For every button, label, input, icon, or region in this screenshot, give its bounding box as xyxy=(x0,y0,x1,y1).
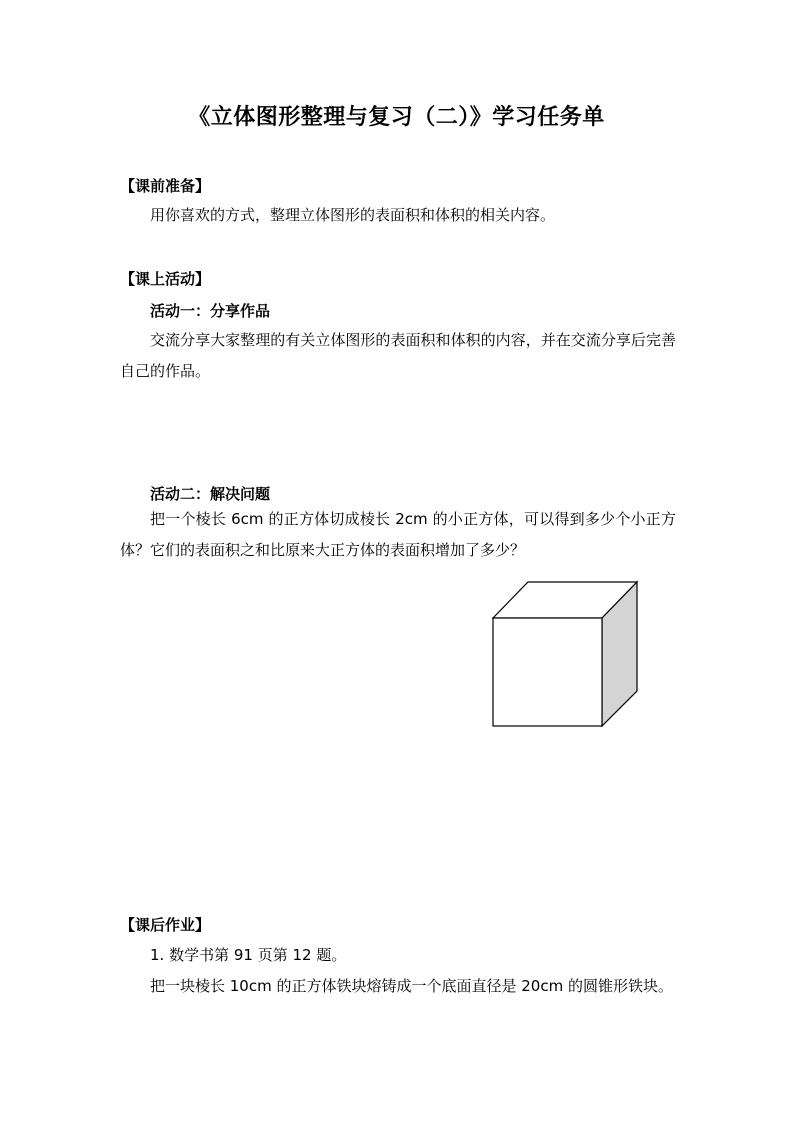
homework-item1-text: 把一块棱长 10cm 的正方体铁块熔铸成一个底面直径是 20cm 的圆锥形铁块。 xyxy=(150,977,673,995)
activity2-title: 活动二：解决问题 xyxy=(150,485,271,503)
page-title: 《立体图形整理与复习（二）》学习任务单 xyxy=(188,105,605,130)
pre-class-heading: 【课前准备】 xyxy=(120,177,211,195)
in-class-heading: 【课上活动】 xyxy=(120,270,211,288)
homework-heading: 【课后作业】 xyxy=(120,916,211,934)
activity2-text: 把一个棱长 6cm 的正方体切成棱长 2cm 的小正方体，可以得到多少个小正方体？它们的表面积之和比原来大正方体的表面积增加了多少？ xyxy=(120,510,676,559)
cube-diagram xyxy=(488,578,643,733)
cube-front-face xyxy=(493,618,602,726)
pre-class-text: 用你喜欢的方式，整理立体图形的表面积和体积的相关内容。 xyxy=(150,206,556,224)
activity1-title: 活动一：分享作品 xyxy=(150,302,271,320)
activity1-text: 交流分享大家整理的有关立体图形的表面积和体积的内容，并在交流分享后完善自己的作品。 xyxy=(120,331,676,380)
homework-item1: 1. 数学书第 91 页第 12 题。 xyxy=(150,946,347,964)
